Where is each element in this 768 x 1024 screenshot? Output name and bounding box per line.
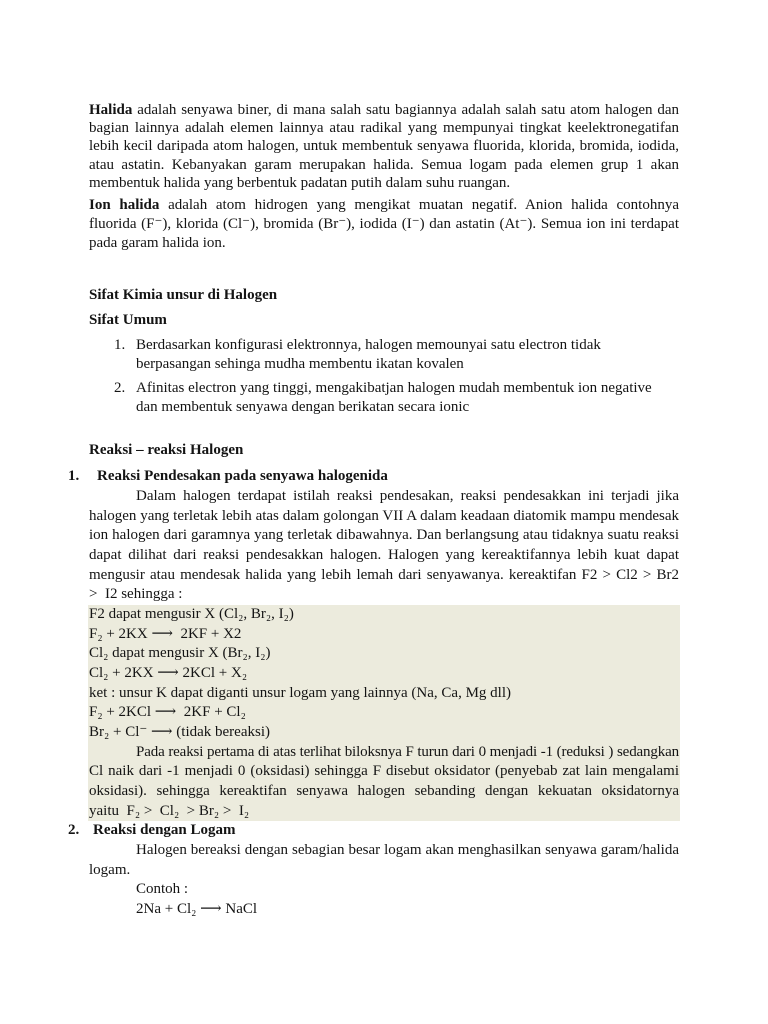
list-item-line: berpasangan sehinga mudha membentu ikatan kovalen: [136, 355, 464, 372]
heading-reaksi-halogen: Reaksi – reaksi Halogen: [89, 441, 244, 458]
reaksi-pendesakan-paragraph: [89, 487, 679, 605]
paragraph-line: oksidasi). sehingga kereaktifan senyawa halogen sebanding dengan kekuatan oksidatornya: [89, 782, 679, 799]
example-label: Contoh :: [136, 881, 189, 898]
heading-sifat-kimia: Sifat Kimia unsur di Halogen: [89, 286, 278, 303]
equation-line: F₂ + 2KCl ⟶ 2KF + Cl₂: [89, 704, 246, 721]
equation-line: F₂ + 2KX ⟶ 2KF + X2: [89, 625, 242, 642]
reaction-equations-box: [88, 605, 680, 821]
paragraph-line: bagian lainnya adalah elemen lainnya atau radikal yang mempunyai tingkat keelektronegatifan: [89, 120, 679, 137]
paragraph-line: logam.: [89, 861, 131, 878]
list-number: 1.: [114, 337, 126, 353]
paragraph-line: yaitu F₂ > Cl₂ > Br₂ > I₂: [89, 802, 250, 819]
reaksi-sections: [68, 467, 679, 919]
paragraph-line: Cl naik dari -1 menjadi 0 (oksidasi) sehingga F disebut oksidator (penyebab zat lain mengalami: [89, 763, 679, 780]
paragraph-line: lebih kecil daripada atom halogen, untuk membentuk senyawa fluorida, klorida, bromida, iodida,: [89, 138, 679, 155]
equation-line: Cl₂ + 2KX ⟶ 2KCl + X₂: [89, 664, 248, 681]
list-number: 2.: [114, 380, 126, 396]
paragraph-line: ion halogen dari garamnya yang terletak dibawahnya. Dan berlangsung atau tidaknya suatu reaksi: [89, 527, 679, 544]
term-ion-halida: Ion halida: [89, 196, 160, 213]
ion-halida-paragraph: [89, 196, 679, 253]
equation-line: Br₂ + Cl⁻ ⟶ (tidak bereaksi): [89, 723, 270, 740]
section-number: 1.: [68, 468, 80, 485]
list-item: [114, 379, 680, 416]
paragraph-line: Pada reaksi pertama di atas terlihat biloksnya F turun dari 0 menjadi -1 (reduksi ) sedangkan: [136, 743, 679, 760]
paragraph-line: dapat dilihat dari reaksi pendesakkan halogen. Halogen yang kereaktifannya lebih kuat dapat: [89, 546, 679, 563]
paragraph-line: atau astatin. Kebanyakan garam merupakan halida. Semua logam pada elemen grup 1 akan: [89, 156, 679, 173]
section-title: Reaksi dengan Logam: [93, 822, 236, 839]
paragraph-line: Halogen bereaksi dengan sebagian besar logam akan menghasilkan senyawa garam/halida: [136, 841, 679, 858]
section-number: 2.: [68, 822, 80, 839]
list-item-line: Berdasarkan konfigurasi elektronnya, halogen memounyai satu electron tidak: [136, 337, 601, 353]
paragraph-line: mengusir atau mendesak halida yang lebih lemah dari senyawanya. kereaktifan F2 > Cl2 > Br2: [89, 566, 679, 583]
list-item-line: Afinitas electron yang tinggi, mengakibatjan halogen mudah membentuk ion negative: [136, 380, 652, 396]
paragraph-line: > I2 sehingga :: [89, 586, 183, 603]
section-title: Reaksi Pendesakan pada senyawa halogenida: [97, 468, 388, 485]
paragraph-line: fluorida (F⁻), klorida (Cl⁻), bromida (Br⁻), iodida (I⁻) dan astatin (At⁻). Semua ion ini terdapat: [89, 215, 679, 232]
paragraph-line: membentuk halida yang berbentuk padatan putih dalam suhu ruangan.: [89, 174, 511, 191]
paragraph-line: Dalam halogen terdapat istilah reaksi pendesakan, reaksi pendesakkan ini terjadi jika: [136, 487, 679, 504]
section-heading: [68, 467, 679, 487]
paragraph-line: [89, 101, 679, 119]
equation-line: F2 dapat mengusir X (Cl₂, Br₂, I₂): [89, 605, 294, 622]
heading-sifat-umum: Sifat Umum: [89, 311, 167, 328]
example-equation: 2Na + Cl₂ ⟶ NaCl: [136, 900, 258, 917]
paragraph-line: [89, 196, 679, 215]
equation-line: ket : unsur K dapat diganti unsur logam yang lainnya (Na, Ca, Mg dll): [89, 684, 511, 701]
paragraph-line: pada garam halida ion.: [89, 234, 226, 251]
list-item: [114, 336, 680, 373]
equation-line: Cl₂ dapat mengusir X (Br₂, I₂): [89, 645, 271, 662]
paragraph-text: adalah atom hidrogen yang mengikat muatan negatif. Anion halida contohnya: [159, 196, 680, 213]
paragraph-line: halogen yang terletak lebih atas dalam golongan VII A dalam keadaan diatomik mampu mendesak: [89, 507, 679, 524]
halida-paragraph: [89, 101, 679, 192]
paragraph-text: adalah senyawa biner, di mana salah satu bagiannya adalah salah satu atom halogen dan: [132, 102, 679, 118]
term-halida: Halida: [89, 102, 133, 118]
list-item-line: dan membentuk senyawa dengan berikatan secara ionic: [136, 398, 470, 415]
section-heading: [68, 821, 679, 841]
